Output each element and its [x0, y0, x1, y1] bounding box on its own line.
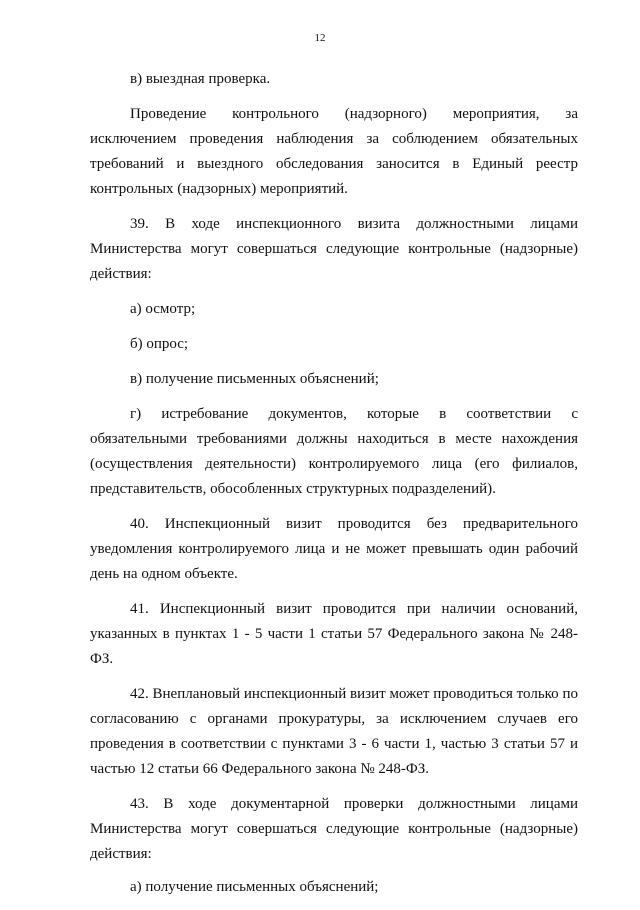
paragraph-registry-entry: Проведение контрольного (надзорного) мероприятия, за исключением проведения наблюдения за соблюдением обязательных требований и выездного обследования заносится в Единый реестр контрольных (надзорных) мероприятий. [90, 106, 578, 197]
paragraph-item-v-written-explanations: в) получение письменных объяснений; [130, 371, 379, 387]
paragraph-41: 41. Инспекционный визит проводится при наличии оснований, указанных в пунктах 1 - 5 части 1 статьи 57 Федерального закона № 248-ФЗ. [90, 601, 578, 667]
paragraph-item-a-written-explanations: а) получение письменных объяснений; [130, 879, 379, 895]
paragraph-43: 43. В ходе документарной проверки должностными лицами Министерства могут совершаться следующие контрольные (надзорные) действия: [90, 796, 578, 862]
paragraph-42: 42. Внеплановый инспекционный визит может проводиться только по согласованию с органами прокуратуры, за исключением случаев его проведения в соответствии с пунктами 3 - 6 части 1, частью 3 статьи 57 и частью 12 статьи 66 Федерального закона № 248-ФЗ. [90, 686, 578, 777]
document-body [90, 67, 578, 910]
paragraph-40: 40. Инспекционный визит проводится без предварительного уведомления контролируемого лица и не может превышать один рабочий день на одном объекте. [90, 516, 578, 582]
paragraph-item-b-survey: б) опрос; [130, 336, 189, 352]
page-number: 12 [314, 32, 326, 44]
paragraph-item-g-document-request: г) истребование документов, которые в соответствии с обязательными требованиями должны находиться в месте нахождения (осуществления деятельности) контролируемого лица (его филиалов, представительств, обособленных структурных подразделений). [90, 406, 578, 497]
paragraph-item-v-onsite-inspection: в) выездная проверка. [130, 71, 271, 87]
paragraph-39: 39. В ходе инспекционного визита должностными лицами Министерства могут совершаться следующие контрольные (надзорные) действия: [90, 216, 578, 282]
paragraph-item-a-inspection: а) осмотр; [130, 301, 196, 317]
